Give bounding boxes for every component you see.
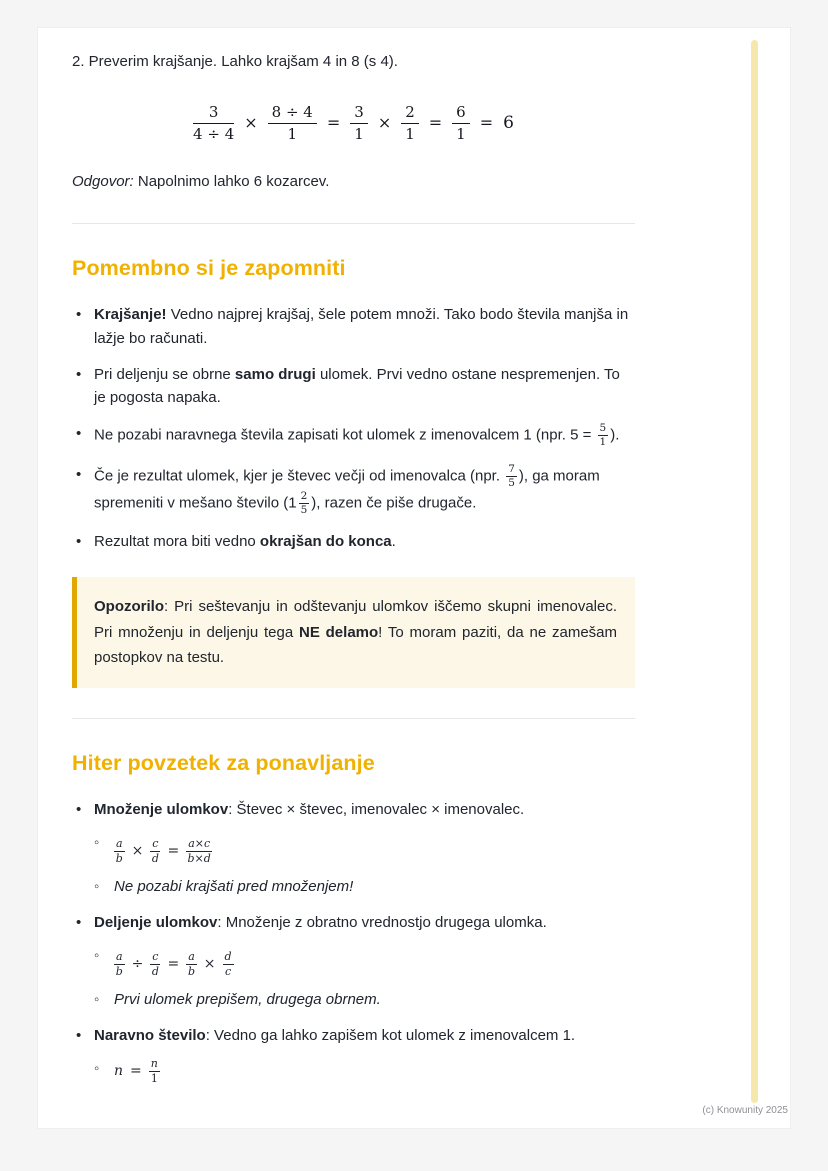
inline-fraction: $\frac{c}{d}$	[151, 837, 159, 866]
multiplication-rule-formula	[114, 837, 212, 866]
list-item	[72, 303, 635, 350]
multiply-operator: ×	[131, 842, 144, 859]
list-item	[72, 798, 635, 898]
tip-text: Ne pozabi krajšati pred množenjem!	[114, 877, 354, 895]
inline-fraction: $\frac{d}{c}$	[224, 950, 232, 979]
answer-text: Napolnimo lahko 6 kozarcev.	[133, 172, 330, 190]
formula-result: 6	[503, 113, 514, 134]
list-item	[72, 422, 635, 449]
callout-bold: NE delamo	[299, 623, 379, 641]
bullet-bold: Naravno število	[94, 1027, 206, 1045]
equals-operator: =	[479, 113, 494, 133]
fraction: $\frac{2}{1}$	[401, 103, 419, 144]
division-rule-formula	[114, 950, 234, 979]
callout-text	[94, 594, 617, 671]
fraction: $\frac{8 \div 4}{1}$	[268, 103, 317, 144]
list-item	[72, 530, 635, 553]
bullet-text: Vedno najprej krajšaj, šele potem množi. Tako bodo števila manjša in lažje bo računati.	[94, 306, 629, 347]
inline-fraction: $\frac{a\times c}{b\times d}$	[187, 837, 211, 866]
fraction: $\frac{3}{4 \div 4}$	[193, 103, 235, 143]
inline-fraction: $\frac{c}{d}$	[151, 950, 159, 979]
warning-callout	[72, 577, 635, 688]
equals-operator: =	[167, 955, 180, 972]
bullet-text: ), ga moram spremeniti v mešano število (1	[94, 467, 600, 512]
sub-list-item	[94, 944, 635, 979]
step-2-text: 2. Preverim krajšanje. Lahko krajšam 4 in 8 (s 4).	[72, 53, 398, 70]
equals-operator: =	[130, 1062, 142, 1079]
inline-fraction: ◦ $\frac{a}{b}$	[115, 837, 123, 866]
sub-list-item	[94, 875, 635, 898]
multiply-operator: ×	[244, 113, 258, 133]
answer-label: Odgovor:	[72, 172, 134, 190]
multiply-operator: ×	[203, 955, 216, 972]
inline-fraction: $\frac{5}{1}$	[599, 422, 607, 449]
bullet-text: : Množenje z obratno vrednostjo drugega ulomka.	[217, 914, 547, 932]
answer-line	[72, 170, 635, 193]
sub-list-item	[94, 988, 635, 1011]
list-item	[72, 363, 635, 410]
sub-list	[94, 1057, 635, 1086]
fraction: $\frac{6}{1}$	[452, 103, 470, 144]
equals-operator: =	[167, 842, 180, 859]
bullet-text: Če je rezultat ulomek, kjer je števec večji od imenovalca (npr.	[94, 467, 505, 485]
inline-fraction: $\frac{a}{b}$	[187, 950, 195, 979]
bullet-text: : Števec × števec, imenovalec × imenovalec.	[228, 801, 525, 819]
right-accent-strip	[751, 40, 758, 1103]
inline-fraction: $\frac{n}{1}$	[150, 1057, 158, 1086]
variable-n: ◦ n	[114, 1062, 124, 1079]
bullet-text: Ne pozabi naravnega števila zapisati kot ulomek z imenovalcem 1 (npr. 5 =	[94, 426, 596, 444]
section-title-summary: Hiter povzetek za ponavljanje	[72, 750, 375, 775]
fraction: $\frac{3}{1}$	[350, 103, 368, 144]
sub-list	[94, 831, 635, 898]
bullet-text: : Vedno ga lahko zapišem kot ulomek z imenovalcem 1.	[205, 1027, 576, 1045]
callout-segment: : Pri seštevanju in odštevanju ulomkov iščemo skupni imenovalec. Pri množenju in deljenju tega	[94, 598, 617, 641]
divide-operator: ÷	[131, 955, 144, 972]
section-divider	[72, 718, 635, 719]
equals-operator: =	[326, 113, 341, 133]
section-title-important: Pomembno si je zapomniti	[72, 256, 346, 280]
list-item	[72, 463, 635, 518]
sub-list-item	[94, 831, 635, 866]
bullet-bold: okrajšan do konca	[259, 533, 392, 551]
inline-fraction: $\frac{2}{5}$	[300, 489, 308, 516]
copyright-footer: (c) Knowunity 2025	[702, 1105, 788, 1116]
bullet-bold: samo drugi	[234, 365, 316, 383]
multiply-operator: ×	[377, 113, 392, 133]
bullet-text: Rezultat mora biti vedno	[94, 533, 260, 551]
callout-bold: Opozorilo	[94, 598, 164, 616]
document-content	[38, 28, 790, 1086]
section-divider	[72, 223, 635, 224]
tip-text: Prvi ulomek prepišem, drugega obrnem.	[114, 990, 381, 1008]
bullet-text: ulomek. Prvi vedno ostane nespremenjen. To je pogosta napaka.	[94, 365, 620, 407]
inline-fraction: ◦ $\frac{a}{b}$	[115, 950, 123, 979]
sub-list-item	[94, 1057, 635, 1086]
inline-fraction: $\frac{7}{5}$	[508, 462, 515, 489]
equals-operator: =	[428, 113, 443, 133]
sub-list	[94, 944, 635, 1011]
bullet-bold: Deljenje ulomkov	[94, 914, 218, 932]
list-item	[72, 911, 635, 1011]
list-item	[72, 1024, 635, 1086]
bullet-bold: Množenje ulomkov	[94, 801, 229, 819]
document-page	[38, 28, 790, 1128]
bullet-text: Pri deljenju se obrne	[94, 365, 235, 383]
summary-list	[72, 798, 635, 1086]
important-list	[72, 303, 635, 553]
bullet-bold: Krajšanje!	[94, 306, 167, 324]
natural-number-formula	[114, 1057, 160, 1086]
callout-segment: ! To moram paziti, da ne zamešam postopkov na testu.	[94, 623, 617, 667]
bullet-text: ), razen če piše drugače.	[311, 494, 477, 512]
bullet-text: ).	[610, 426, 620, 444]
bullet-text: .	[391, 533, 396, 551]
solution-formula	[72, 103, 635, 144]
